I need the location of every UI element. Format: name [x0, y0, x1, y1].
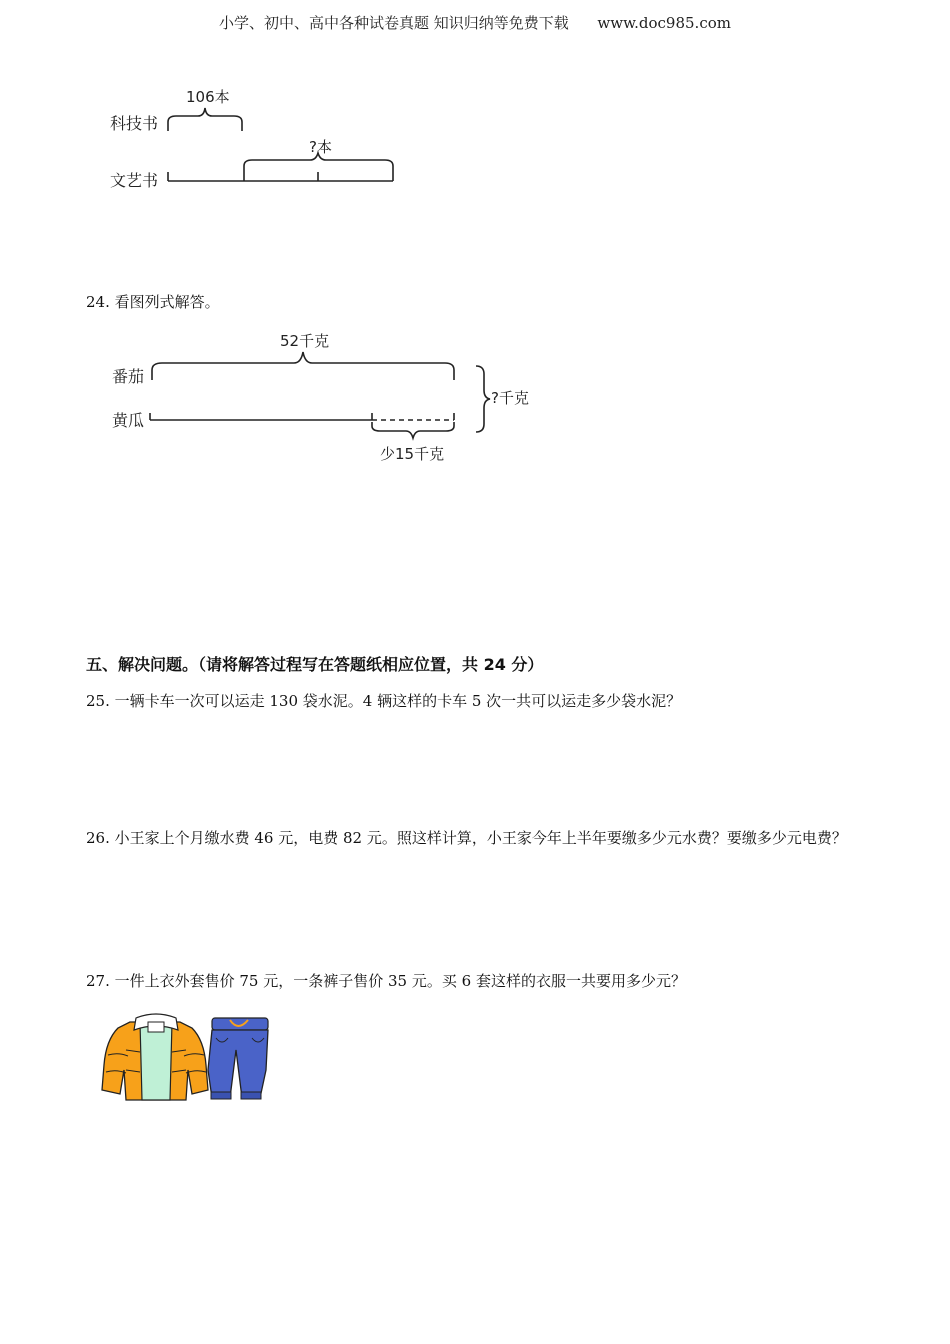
jacket-icon: [102, 1014, 208, 1100]
pants-icon: [208, 1018, 268, 1099]
q26-text: 26. 小王家上个月缴水费 46 元，电费 82 元。照这样计算，小王家今年上半年要缴多少元水费？要缴多少元电费？: [86, 829, 847, 847]
q27-text: 27. 一件上衣外套售价 75 元，一条裤子售价 35 元。买 6 套这样的衣服一共要用多少元？: [86, 972, 686, 990]
q25-text: 25. 一辆卡车一次可以运走 130 袋水泥。4 辆这样的卡车 5 次一共可以运走多少袋水泥？: [86, 692, 682, 710]
q24-diagram: [0, 320, 950, 470]
diagram23-row2-label: 文艺书: [110, 171, 159, 190]
diagram23-row1-label: 科技书: [110, 114, 159, 133]
q24-row1-label: 番茄: [112, 367, 145, 386]
q24-row2-label: 黄瓜: [112, 411, 145, 430]
diagram23-top-brace-label: 106本: [186, 88, 230, 106]
diagram23-top-brace: [168, 108, 242, 131]
section5-title: 五、解决问题。（请将解答过程写在答题纸相应位置，共 24 分）: [86, 655, 544, 674]
q24-bottom-label: 少15千克: [380, 445, 445, 463]
diagram23-question-brace: [244, 153, 393, 172]
q24-top-label: 52千克: [280, 332, 330, 350]
header-url[interactable]: www.doc985.com: [597, 14, 731, 32]
diagram23-lines: [0, 0, 950, 220]
q24-total-label: ?千克: [491, 389, 529, 407]
diagram23-question-label: ?本: [309, 138, 332, 156]
header-text: 小学、初中、高中各种试卷真题 知识归纳等免费下载: [219, 14, 569, 32]
clothes-illustration: [98, 1010, 278, 1105]
q24-text: 24. 看图列式解答。: [86, 293, 220, 311]
